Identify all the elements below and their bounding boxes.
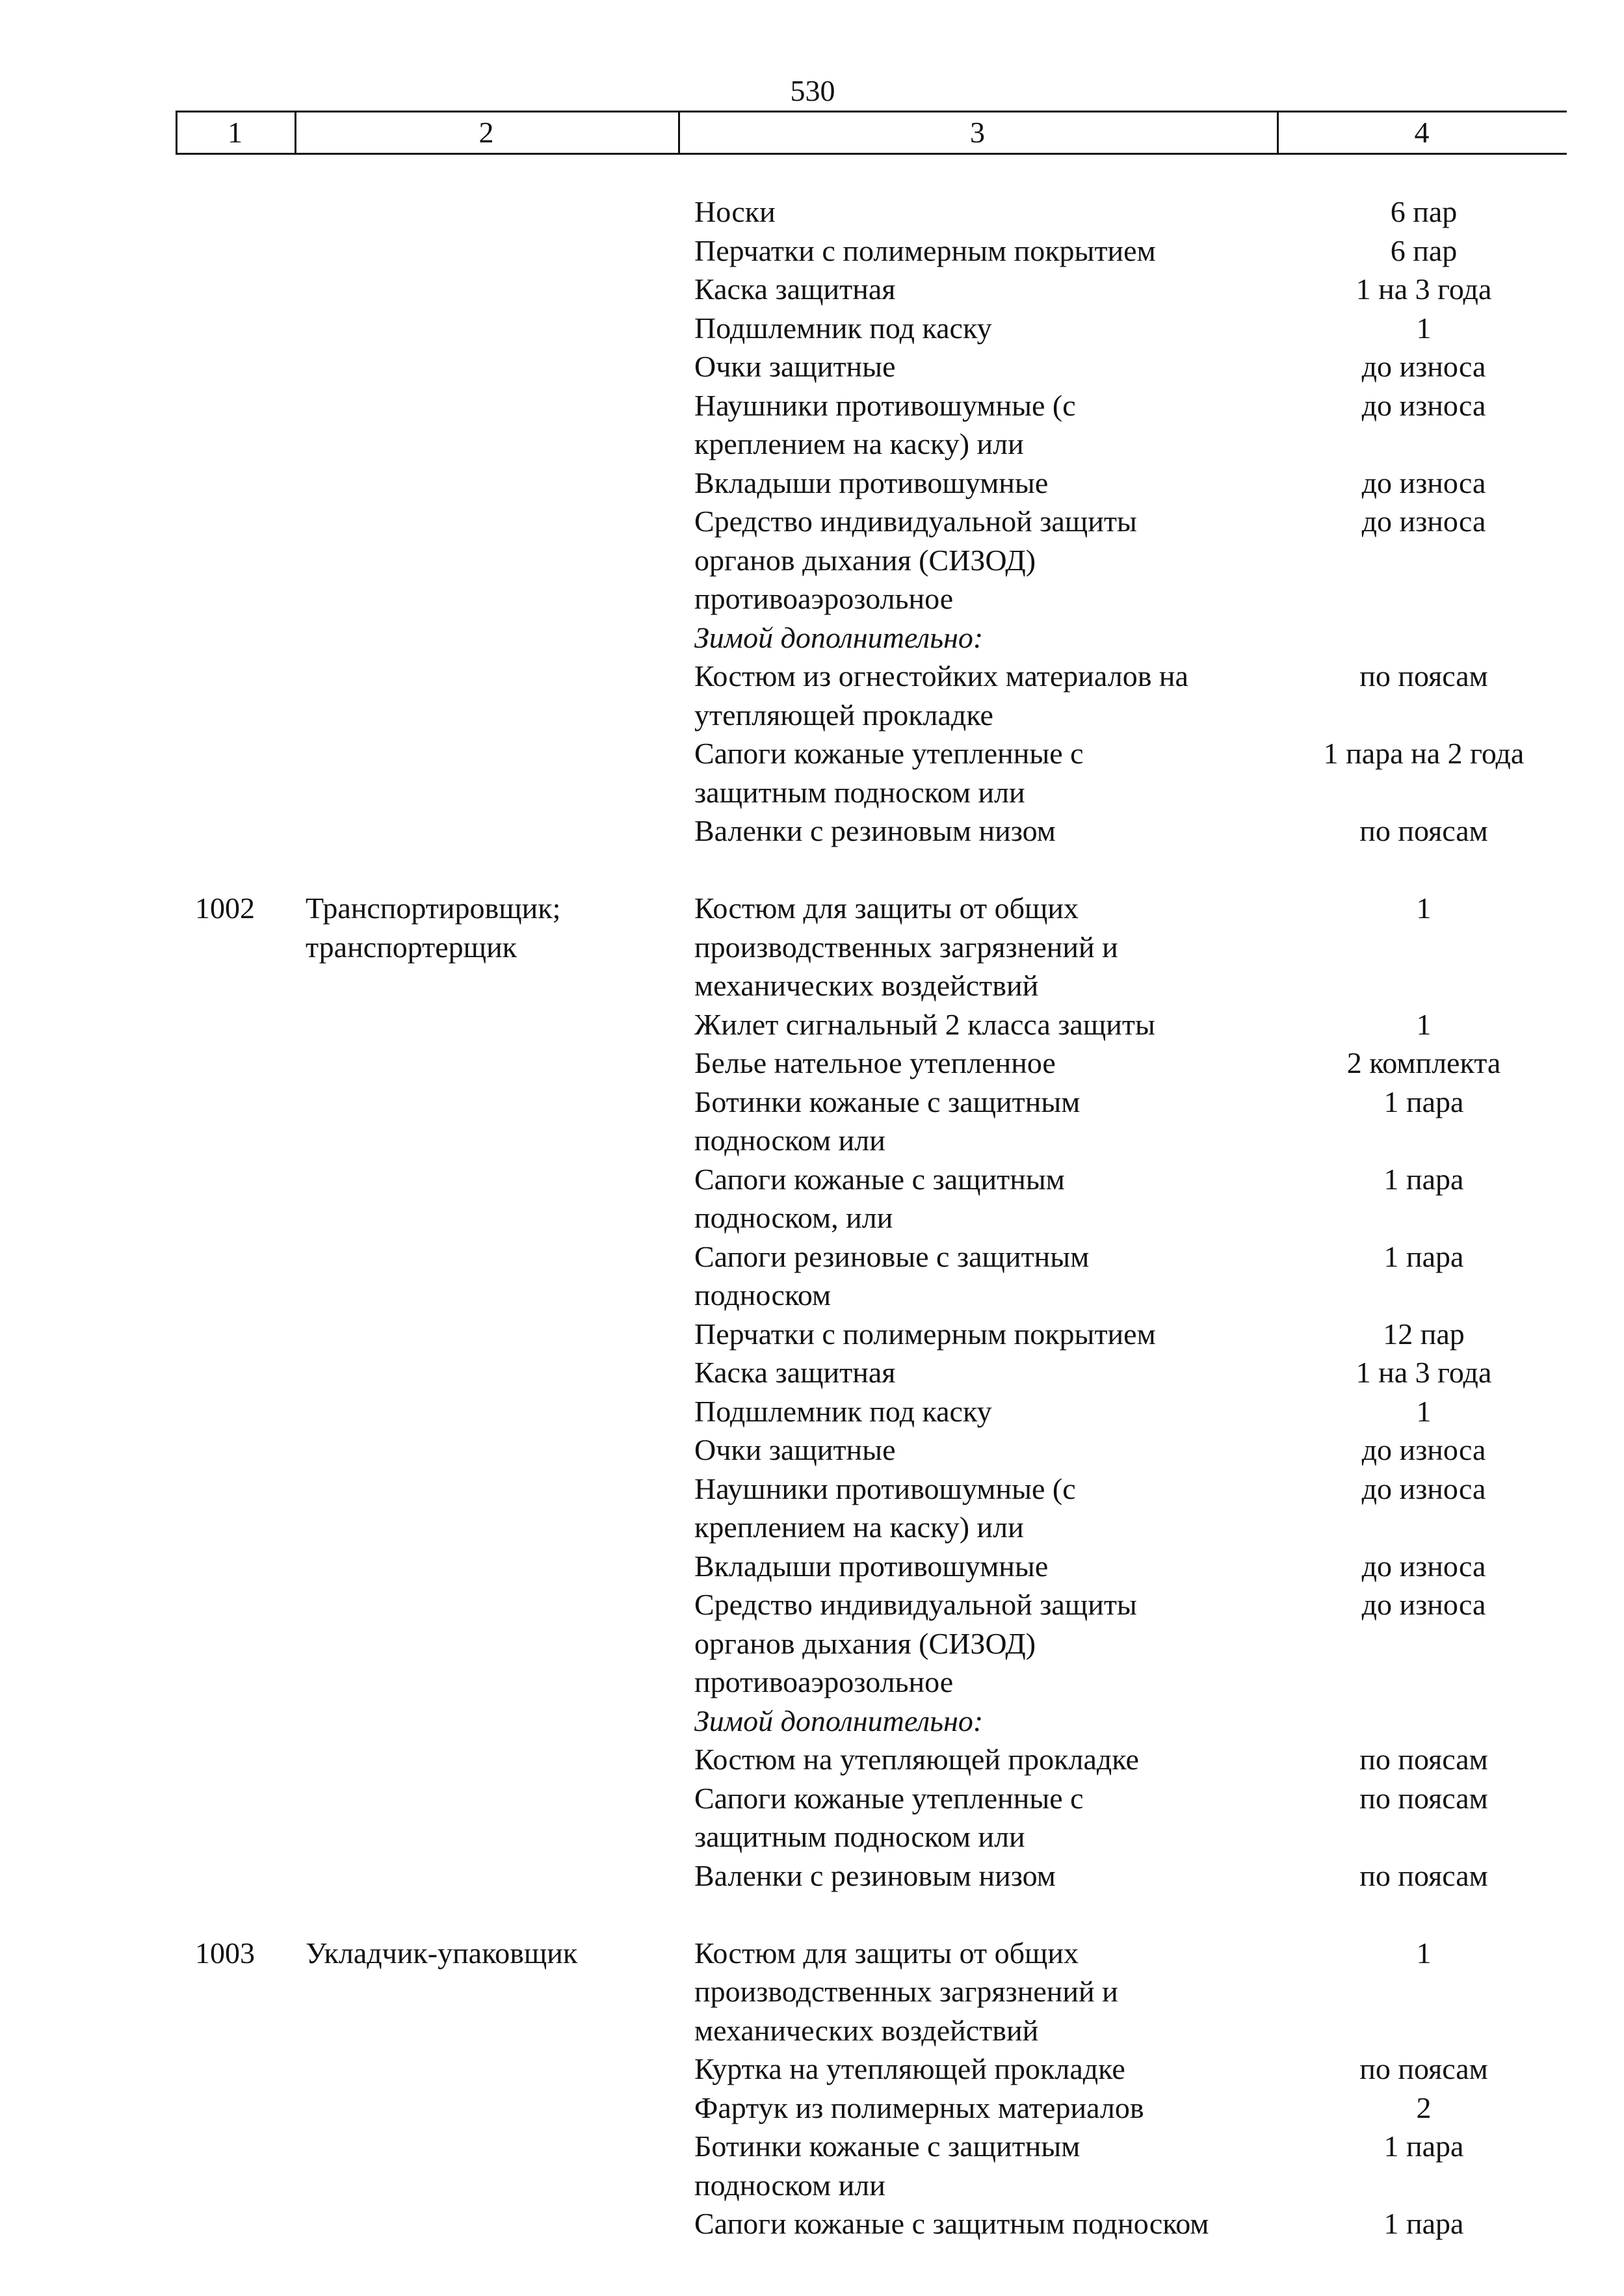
item-cell: Средство индивидуальной защиты <box>694 505 1137 538</box>
item-cell: Вкладыши противошумные <box>694 466 1049 499</box>
table-row <box>0 1353 1624 1392</box>
item-cell: Перчатки с полимерным покрытием <box>694 1317 1156 1351</box>
table-row <box>0 1160 1624 1199</box>
norm-cell: 1 пара <box>1383 1162 1464 1196</box>
item-cell: Вкладыши противошумные <box>694 1549 1049 1583</box>
item-cell: Жилет сигнальный 2 класса защиты <box>694 1007 1155 1041</box>
item-cell: подноском или <box>694 2168 885 2202</box>
table-body <box>0 192 1624 2243</box>
header-col-1: 1 <box>228 116 242 149</box>
norm-cell: 1 <box>1416 891 1432 925</box>
norm-cell: 1 <box>1416 1007 1432 1041</box>
table-row <box>0 1005 1624 1044</box>
item-cell: Валенки с резиновым низом <box>694 814 1056 847</box>
item-cell: производственных загрязнений и <box>694 1975 1118 2008</box>
table-row <box>0 541 1624 580</box>
page-number: 530 <box>790 74 835 107</box>
table-header <box>176 111 1567 155</box>
table-row <box>0 1237 1624 1276</box>
table-row <box>0 386 1624 425</box>
item-cell: Каска защитная <box>694 272 896 306</box>
item-cell: Ботинки кожаные с защитным <box>694 2130 1080 2163</box>
table-row <box>0 1547 1624 1586</box>
norm-cell: 2 <box>1416 2091 1432 2124</box>
norm-cell: до износа <box>1361 388 1486 422</box>
table-row <box>0 1972 1624 2011</box>
norm-cell: 1 пара на 2 года <box>1323 737 1525 770</box>
table-row <box>0 966 1624 1005</box>
item-cell: органов дыхания (СИЗОД) <box>694 543 1036 577</box>
norm-cell: до износа <box>1361 1471 1486 1505</box>
table-row <box>0 270 1624 309</box>
norm-cell: по поясам <box>1359 2052 1488 2085</box>
table-row <box>0 618 1624 657</box>
norm-cell: по поясам <box>1359 1858 1488 1892</box>
item-cell: Носки <box>694 195 776 228</box>
header-col-2: 2 <box>478 116 494 149</box>
profession-cell: Транспортировщик; <box>306 891 561 925</box>
norm-cell: по поясам <box>1359 814 1488 847</box>
norm-cell: до износа <box>1361 1433 1486 1466</box>
norm-cell: 6 пар <box>1390 233 1458 267</box>
table-row <box>0 2127 1624 2166</box>
row-spacer <box>0 851 1624 890</box>
item-cell: Белье нательное утепленное <box>694 1046 1056 1079</box>
item-cell: защитным подноском или <box>694 775 1025 809</box>
table-row <box>0 309 1624 348</box>
item-cell: Средство индивидуальной защиты <box>694 1588 1137 1621</box>
table-row <box>0 928 1624 967</box>
norm-cell: 1 <box>1416 1394 1432 1428</box>
item-cell: Куртка на утепляющей прокладке <box>694 2052 1125 2085</box>
norm-cell: 1 пара <box>1383 1239 1464 1273</box>
norm-cell: по поясам <box>1359 1781 1488 1815</box>
table-row <box>0 579 1624 618</box>
item-cell: Сапоги кожаные с защитным <box>694 1162 1065 1196</box>
item-cell: подноском или <box>694 1124 885 1157</box>
table-row <box>0 1276 1624 1315</box>
norm-cell: 1 <box>1416 1936 1432 1970</box>
profession-cell: Укладчик-упаковщик <box>306 1936 578 1970</box>
table-row <box>0 425 1624 464</box>
table-row <box>0 2166 1624 2205</box>
table-row <box>0 773 1624 812</box>
table-row <box>0 1315 1624 1354</box>
table-row <box>0 502 1624 541</box>
norm-cell: 6 пар <box>1390 195 1458 228</box>
item-cell: Костюм для защиты от общих <box>694 891 1079 925</box>
norm-cell: до износа <box>1361 505 1486 538</box>
item-cell: механических воздействий <box>694 969 1039 1002</box>
norm-cell: 1 на 3 года <box>1356 272 1492 306</box>
table-row <box>0 1856 1624 1895</box>
item-cell: Перчатки с полимерным покрытием <box>694 233 1156 267</box>
item-cell: креплением на каску) или <box>694 427 1024 460</box>
item-cell: Подшлемник под каску <box>694 1394 992 1428</box>
table-row <box>0 2204 1624 2243</box>
table-row <box>0 657 1624 696</box>
table-row <box>0 1044 1624 1083</box>
table-row <box>0 1663 1624 1702</box>
item-cell: Ботинки кожаные с защитным <box>694 1085 1080 1118</box>
item-cell: Зимой дополнительно: <box>694 620 984 654</box>
norm-cell: 1 пара <box>1383 2207 1464 2240</box>
header-col-4: 4 <box>1414 116 1430 149</box>
norm-cell: до износа <box>1361 350 1486 383</box>
item-cell: подноском, или <box>694 1201 893 1234</box>
item-cell: органов дыхания (СИЗОД) <box>694 1626 1036 1660</box>
item-cell: Каска защитная <box>694 1356 896 1389</box>
item-cell: Сапоги кожаные утепленные с <box>694 737 1084 770</box>
item-cell: утепляющей прокладке <box>694 698 993 732</box>
norm-cell: до износа <box>1361 1588 1486 1621</box>
item-cell: Зимой дополнительно: <box>694 1704 984 1737</box>
norm-cell: до износа <box>1361 466 1486 499</box>
table-row <box>0 2089 1624 2128</box>
header-col-3: 3 <box>970 116 985 149</box>
table-row <box>0 1083 1624 1122</box>
table-row <box>0 889 1624 928</box>
item-cell: Костюм на утепляющей прокладке <box>694 1743 1139 1776</box>
row-number-cell: 1003 <box>195 1936 255 1970</box>
table-row <box>0 812 1624 851</box>
item-cell: Сапоги резиновые с защитным <box>694 1239 1090 1273</box>
item-cell: Подшлемник под каску <box>694 311 992 345</box>
item-cell: Фартук из полимерных материалов <box>694 2091 1144 2124</box>
norm-cell: по поясам <box>1359 1743 1488 1776</box>
table-row <box>0 1585 1624 1624</box>
norm-cell: 2 комплекта <box>1346 1046 1501 1079</box>
table-row <box>0 1121 1624 1160</box>
norm-cell: 1 на 3 года <box>1356 1356 1492 1389</box>
table-row <box>0 464 1624 503</box>
table-row <box>0 1624 1624 1663</box>
norm-cell: по поясам <box>1359 659 1488 693</box>
item-cell: Сапоги кожаные утепленные с <box>694 1781 1084 1815</box>
row-spacer <box>0 1895 1624 1934</box>
item-cell: защитным подноском или <box>694 1820 1025 1853</box>
item-cell: Костюм из огнестойких материалов на <box>694 659 1188 693</box>
norm-cell: 1 пара <box>1383 1085 1464 1118</box>
table-row <box>0 1817 1624 1856</box>
table-row <box>0 1934 1624 1973</box>
item-cell: производственных загрязнений и <box>694 930 1118 964</box>
item-cell: Сапоги кожаные с защитным подноском <box>694 2207 1209 2240</box>
item-cell: креплением на каску) или <box>694 1511 1024 1544</box>
item-cell: Костюм для защиты от общих <box>694 1936 1079 1970</box>
table-row <box>0 1740 1624 1779</box>
item-cell: Очки защитные <box>694 350 896 383</box>
norm-cell: 12 пар <box>1383 1317 1465 1351</box>
item-cell: Валенки с резиновым низом <box>694 1858 1056 1892</box>
table-row <box>0 1702 1624 1741</box>
norm-cell: 1 <box>1416 311 1432 345</box>
table-row <box>0 2050 1624 2089</box>
item-cell: Наушники противошумные (с <box>694 388 1076 422</box>
norm-cell: 1 пара <box>1383 2130 1464 2163</box>
item-cell: Очки защитные <box>694 1433 896 1466</box>
table-row <box>0 1431 1624 1470</box>
table-row <box>0 192 1624 231</box>
norm-cell: до износа <box>1361 1549 1486 1583</box>
table-row <box>0 696 1624 735</box>
item-cell: противоаэрозольное <box>694 1665 954 1698</box>
table-row <box>0 1392 1624 1431</box>
table-row <box>0 347 1624 386</box>
table-row <box>0 231 1624 271</box>
table-row <box>0 1470 1624 1509</box>
row-number-cell: 1002 <box>195 891 255 925</box>
profession-cell: транспортерщик <box>306 930 517 964</box>
item-cell: механических воздействий <box>694 2013 1039 2047</box>
table-row <box>0 1508 1624 1547</box>
item-cell: Наушники противошумные (с <box>694 1471 1076 1505</box>
item-cell: противоаэрозольное <box>694 582 954 615</box>
item-cell: подноском <box>694 1278 832 1312</box>
table-row <box>0 1198 1624 1237</box>
table-row <box>0 1779 1624 1818</box>
table-row <box>0 734 1624 773</box>
table-row <box>0 2011 1624 2050</box>
